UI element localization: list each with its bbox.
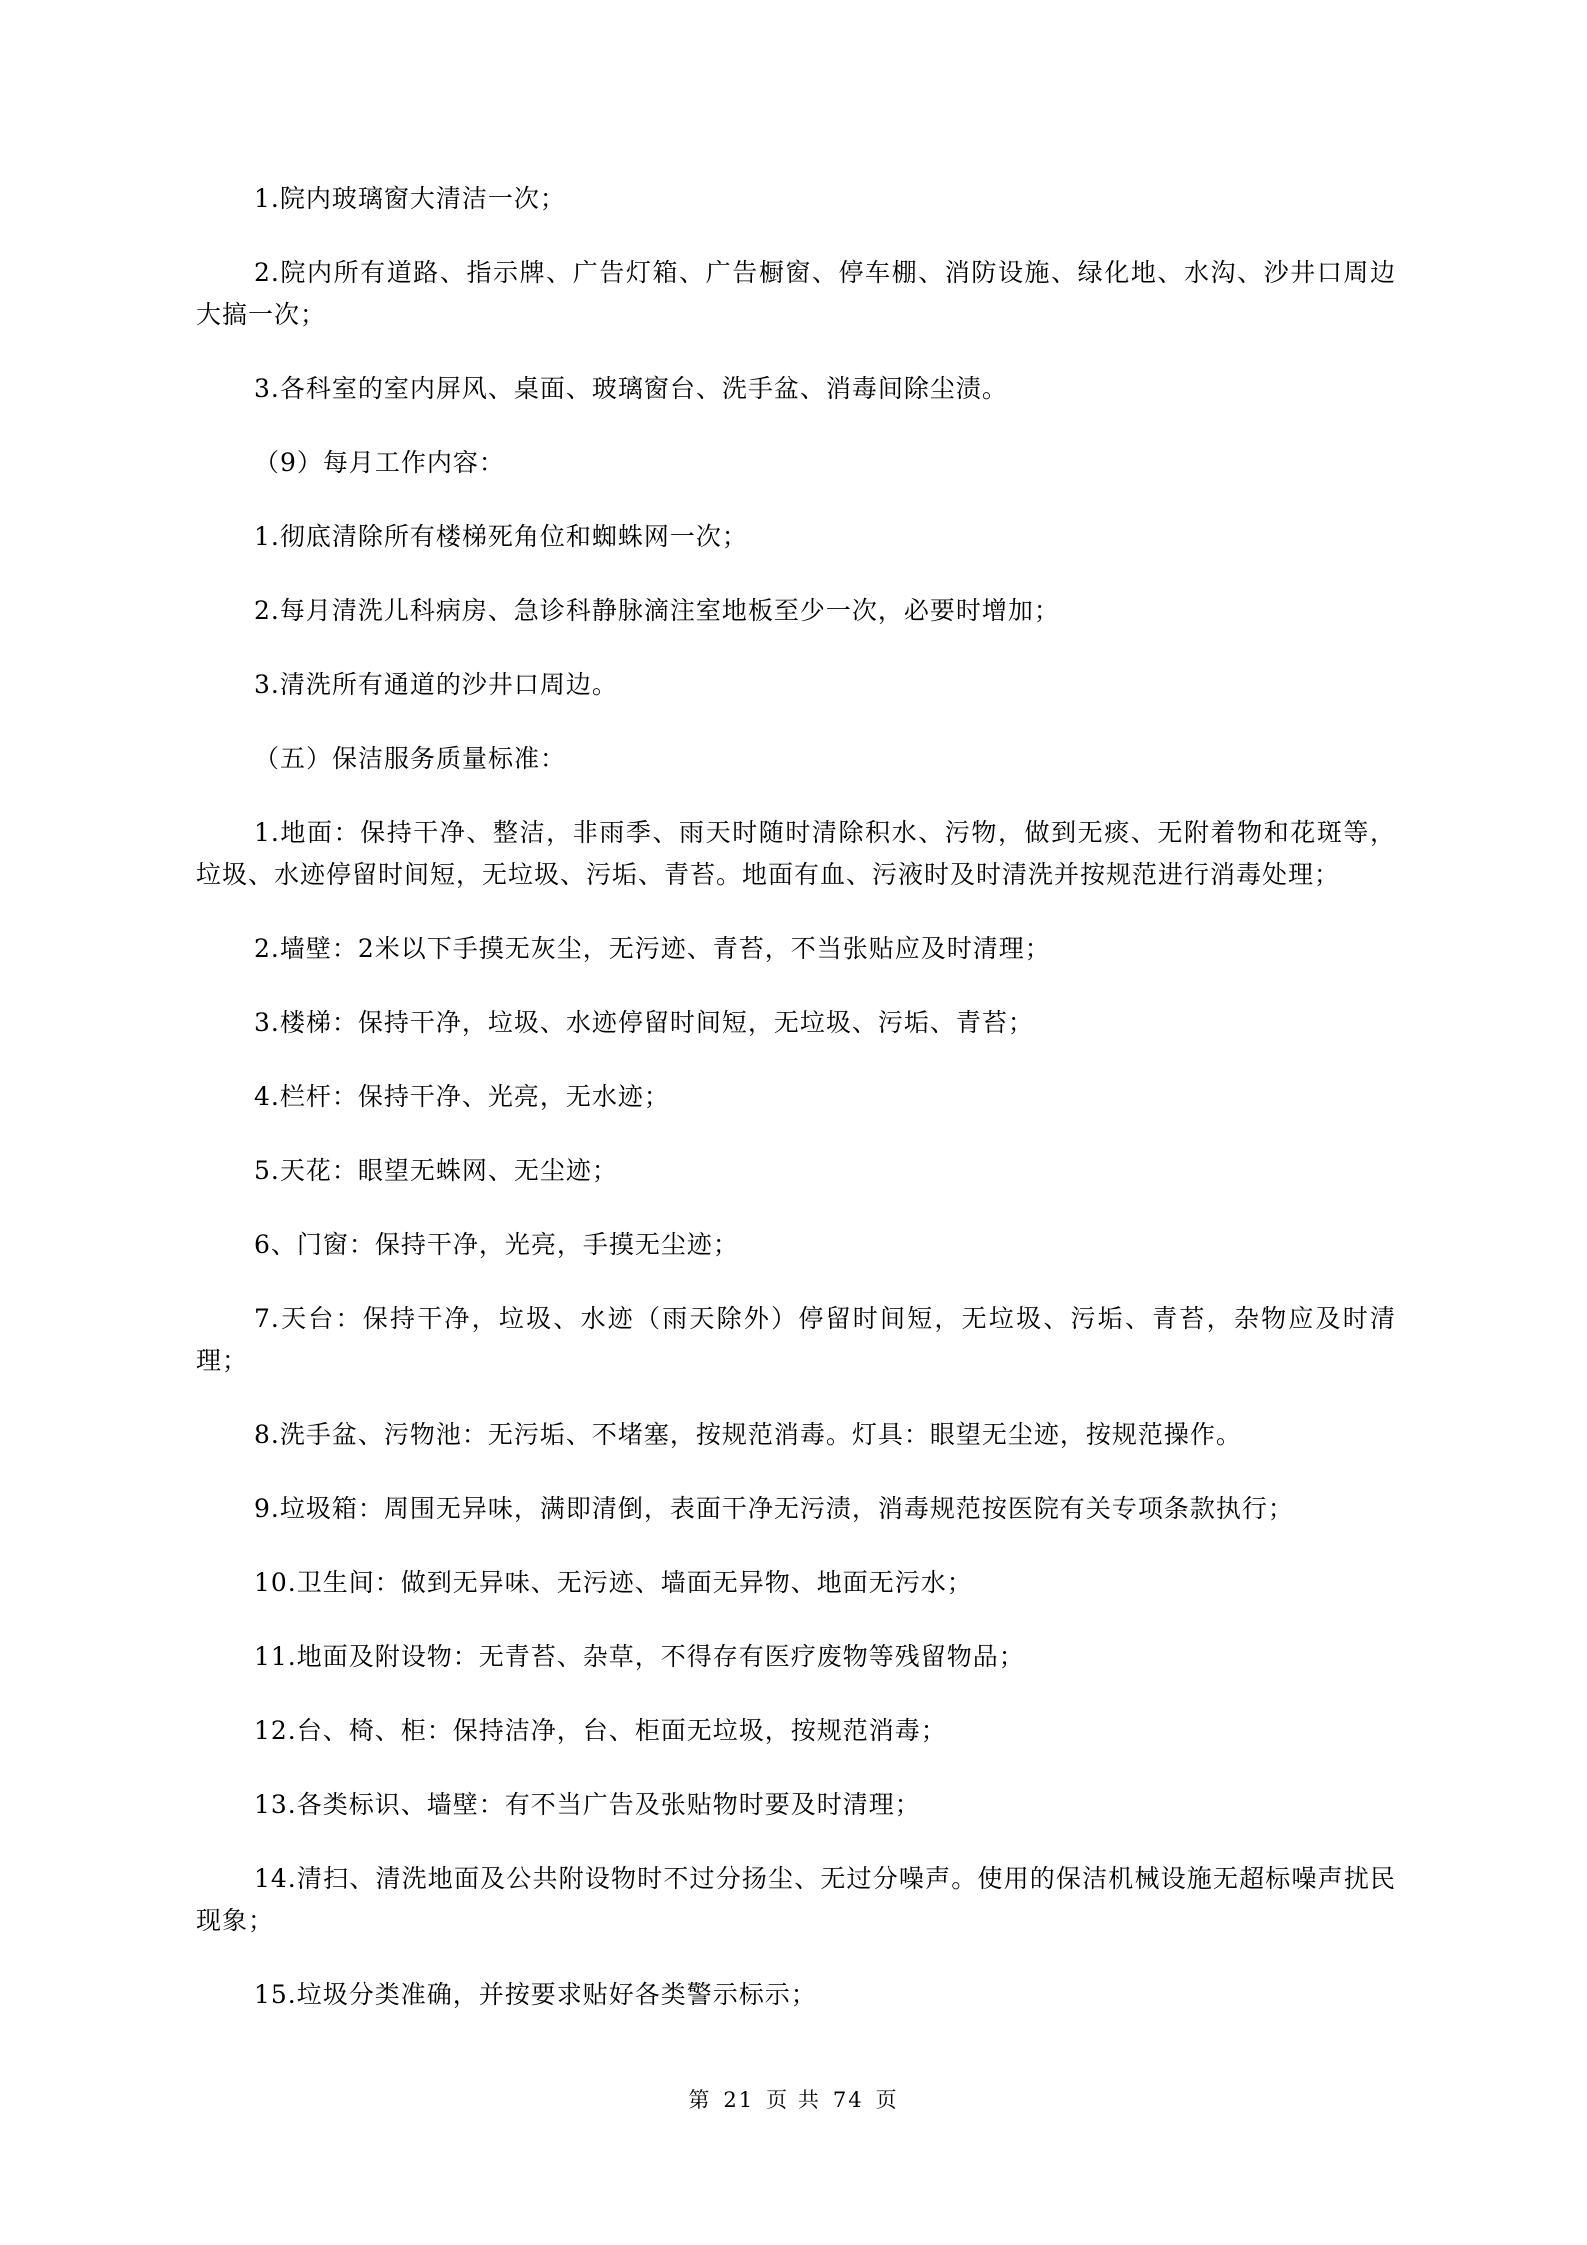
paragraph: 8.洗手盆、污物池：无污垢、不堵塞，按规范消毒。灯具：眼望无尘迹，按规范操作。	[254, 1420, 1242, 1449]
paragraph: 1.地面：保持干净、整洁，非雨季、雨天时随时清除积水、污物，做到无痰、无附着物和花斑等，垃圾、水迹停留时间短，无垃圾、污垢、青苔。地面有血、污液时及时清洗并按规范进行消毒处理；	[196, 818, 1396, 889]
paragraph: 14.清扫、清洗地面及公共附设物时不过分扬尘、无过分噪声。使用的保洁机械设施无超标噪声扰民现象；	[196, 1864, 1396, 1935]
paragraph: 7.天台：保持干净，垃圾、水迹（雨天除外）停留时间短，无垃圾、污垢、青苔，杂物应及时清理；	[196, 1304, 1396, 1375]
page-body	[196, 178, 1396, 2048]
paragraph: 4.栏杆：保持干净、光亮，无水迹；	[254, 1082, 670, 1111]
page-footer	[0, 2084, 1587, 2114]
paragraph: 10.卫生间：做到无异味、无污迹、墙面无异物、地面无污水；	[254, 1568, 973, 1597]
paragraph: 2.每月清洗儿科病房、急诊科静脉滴注室地板至少一次，必要时增加；	[254, 596, 1060, 625]
paragraph: 3.清洗所有通道的沙井口周边。	[254, 670, 618, 699]
paragraph: 2.墙壁：2米以下手摸无灰尘，无污迹、青苔，不当张贴应及时清理；	[254, 934, 1051, 963]
paragraph: 13.各类标识、墙壁：有不当广告及张贴物时要及时清理；	[254, 1790, 921, 1819]
paragraph: 3.楼梯：保持干净，垃圾、水迹停留时间短，无垃圾、污垢、青苔；	[254, 1008, 1034, 1037]
section-heading: （9）每月工作内容：	[254, 448, 505, 477]
paragraph: 1.彻底清除所有楼梯死角位和蜘蛛网一次；	[254, 522, 748, 551]
paragraph: 2.院内所有道路、指示牌、广告灯箱、广告橱窗、停车棚、消防设施、绿化地、水沟、沙井口周边大搞一次；	[196, 258, 1396, 329]
paragraph: 3.各科室的室内屏风、桌面、玻璃窗台、洗手盆、消毒间除尘渍。	[254, 374, 1008, 403]
paragraph: 6、门窗：保持干净，光亮，手摸无尘迹；	[254, 1230, 739, 1259]
paragraph: 11.地面及附设物：无青苔、杂草，不得存有医疗废物等残留物品；	[254, 1642, 1025, 1671]
footer-middle: 页 共	[766, 2088, 821, 2112]
paragraph: 5.天花：眼望无蛛网、无尘迹；	[254, 1156, 618, 1185]
paragraph: 1.院内玻璃窗大清洁一次；	[254, 184, 566, 213]
paragraph: 9.垃圾箱：周围无异味，满即清倒，表面干净无污渍，消毒规范按医院有关专项条款执行；	[254, 1494, 1294, 1523]
paragraph: 12.台、椅、柜：保持洁净，台、柜面无垃圾，按规范消毒；	[254, 1716, 947, 1745]
total-pages-number: 74	[832, 2088, 864, 2112]
current-page-number: 21	[723, 2088, 755, 2112]
footer-prefix: 第	[688, 2088, 712, 2112]
footer-suffix: 页	[875, 2088, 899, 2112]
section-heading: （五）保洁服务质量标准：	[254, 744, 567, 773]
paragraph: 15.垃圾分类准确，并按要求贴好各类警示标示；	[254, 1980, 817, 2009]
